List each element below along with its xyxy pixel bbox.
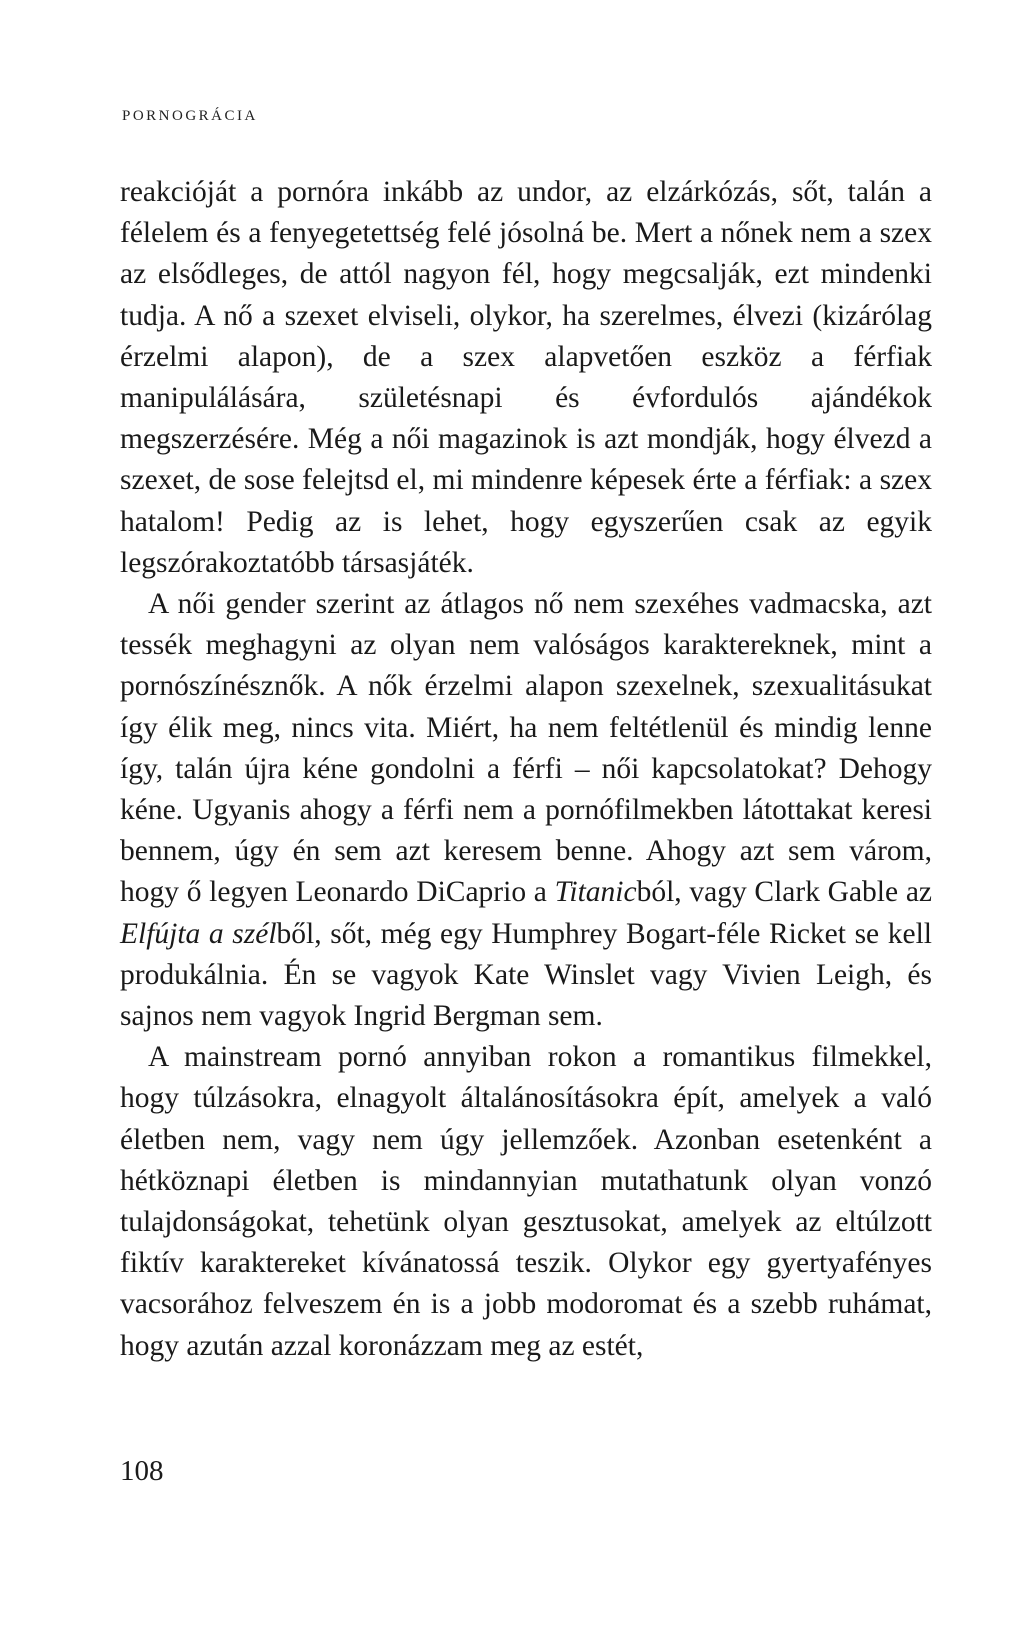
- page-number: 108: [120, 1455, 164, 1487]
- paragraph-2-text-b: ból, vagy Clark Gable az: [636, 876, 933, 909]
- body-text: [120, 172, 932, 1367]
- paragraph-3-text: A mainstream pornó annyiban rokon a romantikus filmekkel, hogy túlzásokra, elnagyolt általánosításokra épít, amelyek a való életben nem, vagy nem úgy jellemzőek. Azonban esetenként a hétköznapi életben is mindannyian mutathatunk olyan vonzó tulajdonságokat, tehetünk olyan gesztusokat, amelyek az eltúlzott fiktív karaktereket kívánatossá teszik. Olykor egy gyertyafényes vacsorához felveszem én is a jobb modoromat és a szebb ruhámat, hogy azután azzal koronázzam meg az estét,: [120, 1041, 932, 1362]
- paragraph-3: [120, 1037, 932, 1367]
- film-title-titanic: Titanic: [554, 876, 637, 909]
- running-head: PORNOGRÁCIA: [122, 108, 258, 124]
- paragraph-1-text: reakcióját a pornóra inkább az undor, az elzárkózás, sőt, talán a félelem és a fenyegetettség felé jósolná be. Mert a nőnek nem a szex az elsődleges, de attól nagyon fél, hogy megcsalják, ezt mindenki tudja. A nő a szexet elviseli, olykor, ha szerelmes, élvezi (kizárólag érzelmi alapon), de a szex alapvetően eszköz a férfiak manipulálására, születésnapi és évfordulós ajándékok megszerzésére. Még a női magazinok is azt mondják, hogy élvezd a szexet, de sose felejtsd el, mi mindenre képesek érte a férfiak: a szex hatalom! Pedig az is lehet, hogy egyszerűen csak az egyik legszórakoztatóbb társasjáték.: [120, 176, 932, 579]
- paragraph-2: [120, 584, 932, 1037]
- film-title-elfujta-a-szel: Elfújta a szél: [120, 917, 277, 950]
- paragraph-2-text-c: ből, sőt, még egy Humphrey Bogart-féle Ricket se kell produkálnia. Én se vagyok Kate Winslet vagy Vivien Leigh, és sajnos nem vagyok Ingrid Bergman sem.: [120, 917, 932, 1033]
- paragraph-1: [120, 172, 932, 584]
- paragraph-2-text-a: A női gender szerint az átlagos nő nem szexéhes vadmacska, azt tessék meghagyni az olyan nem valóságos karaktereknek, mint a pornószínésznők. A nők érzelmi alapon szexelnek, szexualitásukat így élik meg, nincs vita. Miért, ha nem feltétlenül és mindig lenne így, talán újra kéne gondolni a férfi – női kapcsolatokat? Dehogy kéne. Ugyanis ahogy a férfi nem a pornófilmekben látottakat keresi bennem, úgy én sem azt keresem benne. Ahogy azt sem várom, hogy ő legyen Leonardo DiCaprio a: [120, 588, 932, 909]
